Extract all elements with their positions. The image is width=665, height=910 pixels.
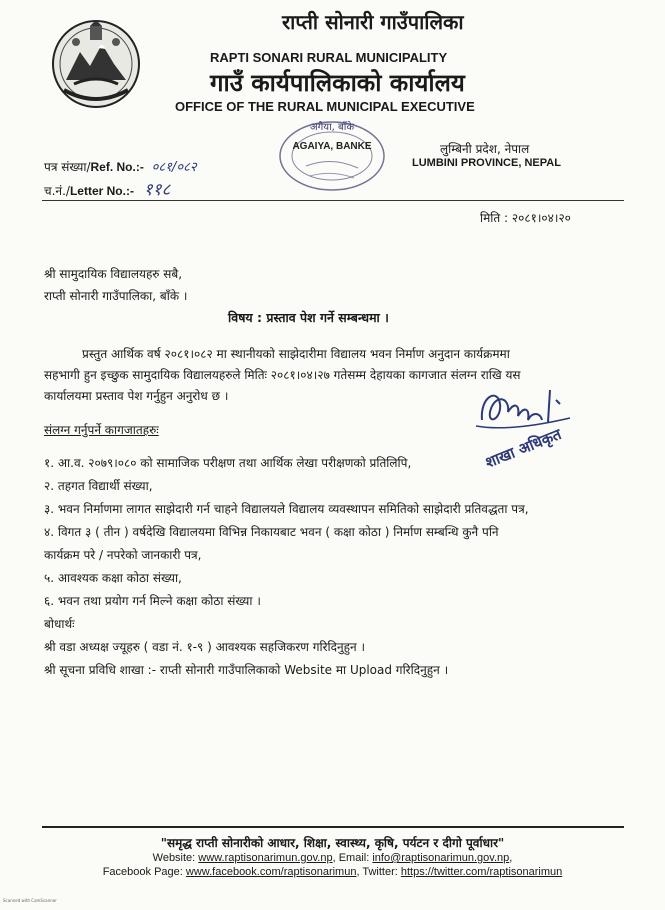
letter-number	[44, 177, 170, 200]
letter-label-english: Letter No.:-	[69, 184, 134, 198]
header-divider	[42, 200, 624, 201]
facebook-link[interactable]: www.facebook.com/raptisonarimun	[185, 866, 357, 878]
letter-subject: विषय : प्रस्ताव पेश गर्ने सम्बन्धमा ।	[228, 310, 389, 325]
letter-label-nepali: च.नं./	[44, 184, 70, 198]
enclosures-list	[44, 452, 628, 682]
footer-social-line: Facebook Page: www.facebook.com/raptisonarimun, Twitter: https://twitter.com/raptisonarimun	[102, 866, 563, 878]
letter-value: ११८	[143, 180, 171, 200]
svg-text:शाखा अधिकृत: शाखा अधिकृत	[482, 425, 564, 472]
office-stamp-icon	[276, 116, 388, 196]
list-item: कार्यक्रम परे / नपरेको जानकारी पत्र,	[44, 548, 202, 562]
svg-text:अगैया, बाँके: अगैया, बाँके	[310, 122, 354, 133]
recipient-line-2: राप्ती सोनारी गाउँपालिका, बाँके ।	[44, 289, 188, 303]
municipality-title-nepali: राप्ती सोनारी गाउँपालिका	[282, 10, 464, 34]
scanner-watermark: Scanned with CamScanner	[3, 898, 57, 903]
footer-contact-line: Website: www.raptisonarimun.gov.np, Email: info@raptisonarimun.gov.np,	[152, 852, 513, 864]
province-english: LUMBINI PROVINCE, NEPAL	[412, 157, 561, 169]
svg-text:AGAIYA, BANKE: AGAIYA, BANKE	[292, 141, 372, 152]
body-line-2: सहभागी हुन इच्छुक सामुदायिक विद्यालयहरुले मितिः २०८१।०४।२७ गतेसम्म देहायका कागजात संलग्न राखि यस	[44, 368, 521, 382]
twitter-link[interactable]: https://twitter.com/raptisonarimun	[400, 866, 563, 878]
list-item: ३. भवन निर्माणमा लागत साझेदारी गर्न चाहने विद्यालयले विद्यालय व्यवस्थापन समितिको साझेदारी प्रतिवद्धता पत्र,	[44, 502, 529, 516]
enclosures-title: संलग्न गर्नुपर्ने कागजातहरुः	[44, 423, 159, 437]
cc-heading: बोधार्थः	[44, 617, 75, 631]
list-item: श्री सूचना प्रविधि शाखा :- राप्ती सोनारी गाउँपालिकाको Website मा Upload गरिदिनुहुन ।	[44, 663, 449, 677]
list-item: ५. आवश्यक कक्षा कोठा संख्या,	[44, 571, 182, 585]
email-link[interactable]: info@raptisonarimun.gov.np	[372, 852, 510, 864]
footer-divider	[42, 826, 624, 828]
ref-label-nepali: पत्र संख्या/	[44, 160, 91, 174]
website-link[interactable]: www.raptisonarimun.gov.np	[198, 852, 333, 864]
letter-date: मिति : २०८१।०४।२०	[480, 211, 571, 225]
list-item: ६. भवन तथा प्रयोग गर्न मिल्ने कक्षा कोठा संख्या ।	[44, 594, 261, 608]
list-item: श्री वडा अध्यक्ष ज्यूहरु ( वडा नं. १-९ ) आवश्यक सहजिकरण गरिदिनुहुन ।	[44, 640, 366, 654]
list-item: ४. विगत ३ ( तीन ) वर्षदेखि विद्यालयमा विभिन्न निकायबाट भवन ( कक्षा कोठा ) निर्माण सम्बन्धि कुनै पनि	[44, 525, 499, 539]
ref-label-english: Ref. No.:-	[90, 160, 144, 174]
municipality-title-english: RAPTI SONARI RURAL MUNICIPALITY	[210, 50, 448, 65]
list-item: २. तहगत विद्यार्थी संख्या,	[44, 479, 153, 493]
list-item: १. आ.व. २०७९।०८० को सामाजिक परीक्षण तथा आर्थिक लेखा परीक्षणको प्रतिलिपि,	[44, 456, 412, 470]
office-title-nepali: गाउँ कार्यपालिकाको कार्यालय	[210, 69, 465, 97]
body-line-1: प्रस्तुत आर्थिक वर्ष २०८१।०८२ मा स्थानीयको साझेदारीमा विद्यालय भवन निर्माण अनुदान कार्यक्रममा	[82, 347, 510, 361]
body-line-3: कार्यालयमा प्रस्ताव पेश गर्नुहुन अनुरोध छ ।	[44, 389, 229, 403]
footer-slogan: "समृद्ध राप्ती सोनारीको आधार, शिक्षा, स्वास्थ्य, कृषि, पर्यटन र दीगो पूर्वाधार"	[160, 836, 505, 850]
reference-number	[44, 157, 197, 175]
office-title-english: OFFICE OF THE RURAL MUNICIPAL EXECUTIVE	[175, 99, 475, 114]
province-nepali: लुम्बिनी प्रदेश, नेपाल	[440, 142, 530, 156]
recipient-line-1: श्री सामुदायिक विद्यालयहरु सबै,	[44, 267, 183, 281]
ref-value: ०८१/०८२	[151, 160, 197, 175]
nepal-emblem-icon	[50, 18, 142, 110]
